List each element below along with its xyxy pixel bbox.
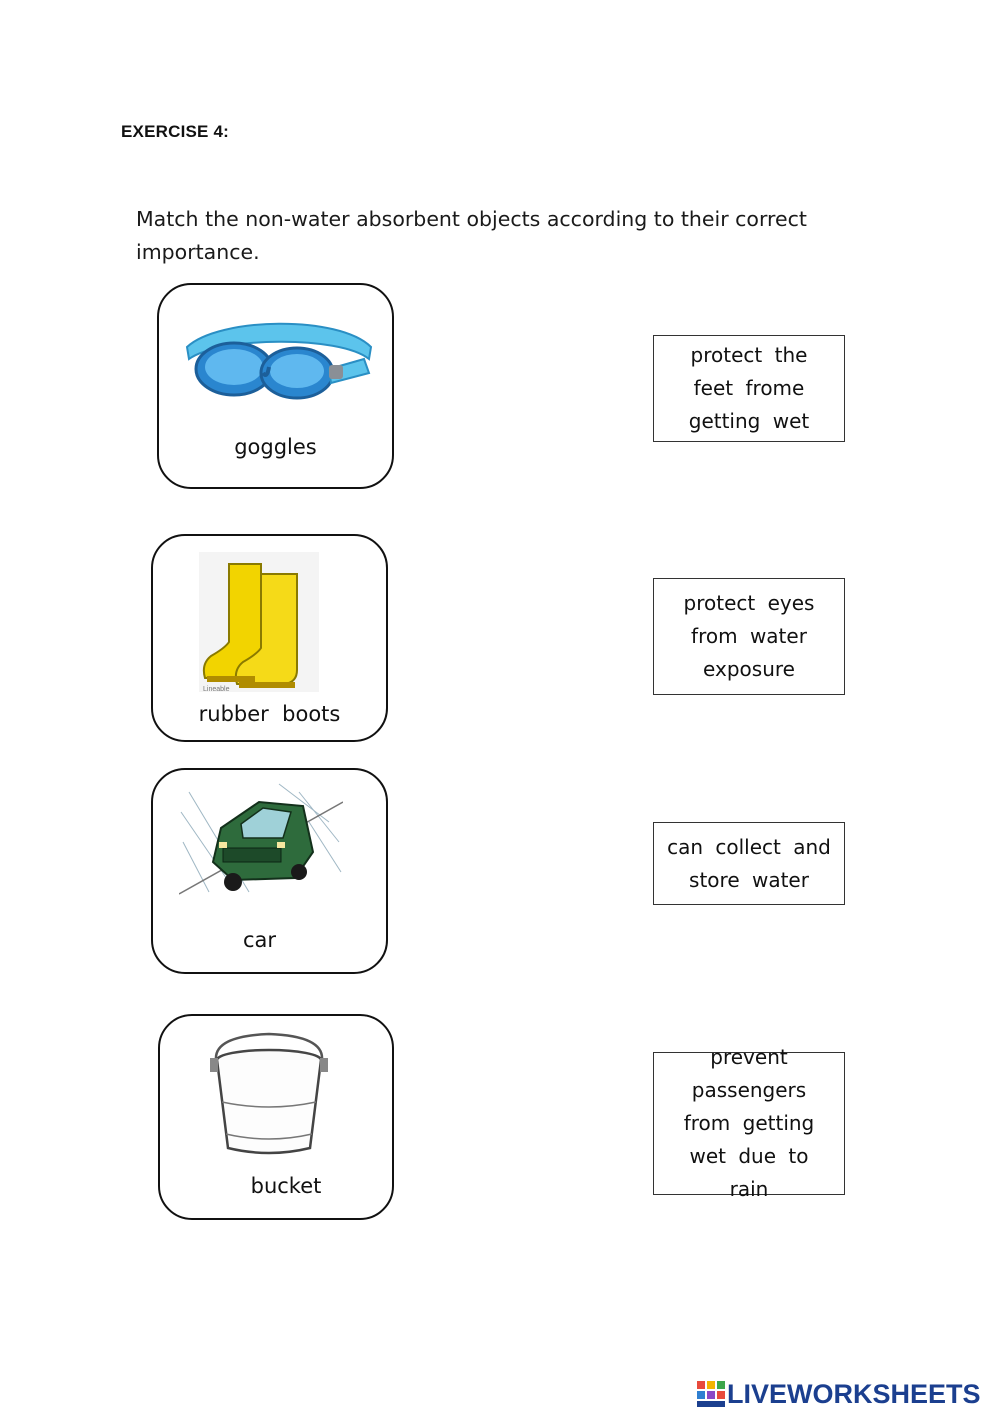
answer-box-1[interactable]: protect the feet frome getting wet — [653, 335, 845, 442]
answer-box-2[interactable]: protect eyes from water exposure — [653, 578, 845, 695]
answer-box-3[interactable]: can collect and store water — [653, 822, 845, 905]
object-card-bucket[interactable] — [158, 1014, 394, 1220]
object-card-goggles[interactable] — [157, 283, 394, 489]
object-label-car: car — [242, 928, 277, 952]
object-label-rubber-boots: rubber boots — [198, 702, 341, 726]
bucket-icon — [204, 1030, 334, 1160]
object-card-rubber-boots[interactable] — [151, 534, 388, 742]
object-label-bucket: bucket — [250, 1174, 322, 1198]
brand-logo — [697, 1378, 981, 1410]
object-label-goggles: goggles — [234, 435, 317, 459]
goggles-icon — [179, 307, 379, 407]
exercise-title: EXERCISE 4: — [121, 122, 230, 141]
instruction-text: Match the non-water absorbent objects according to their correct importance. — [136, 207, 807, 264]
brand-name: LIVEWORKSHEETS — [727, 1378, 981, 1409]
brand-logo-icon — [697, 1381, 727, 1407]
answer-box-4[interactable]: prevent passengers from getting wet due to rain — [653, 1052, 845, 1195]
rubber-boots-icon — [199, 552, 319, 692]
boots-image-caption: Lineable — [203, 686, 230, 692]
car-in-rain-icon — [179, 782, 343, 906]
object-card-car[interactable] — [151, 768, 388, 974]
